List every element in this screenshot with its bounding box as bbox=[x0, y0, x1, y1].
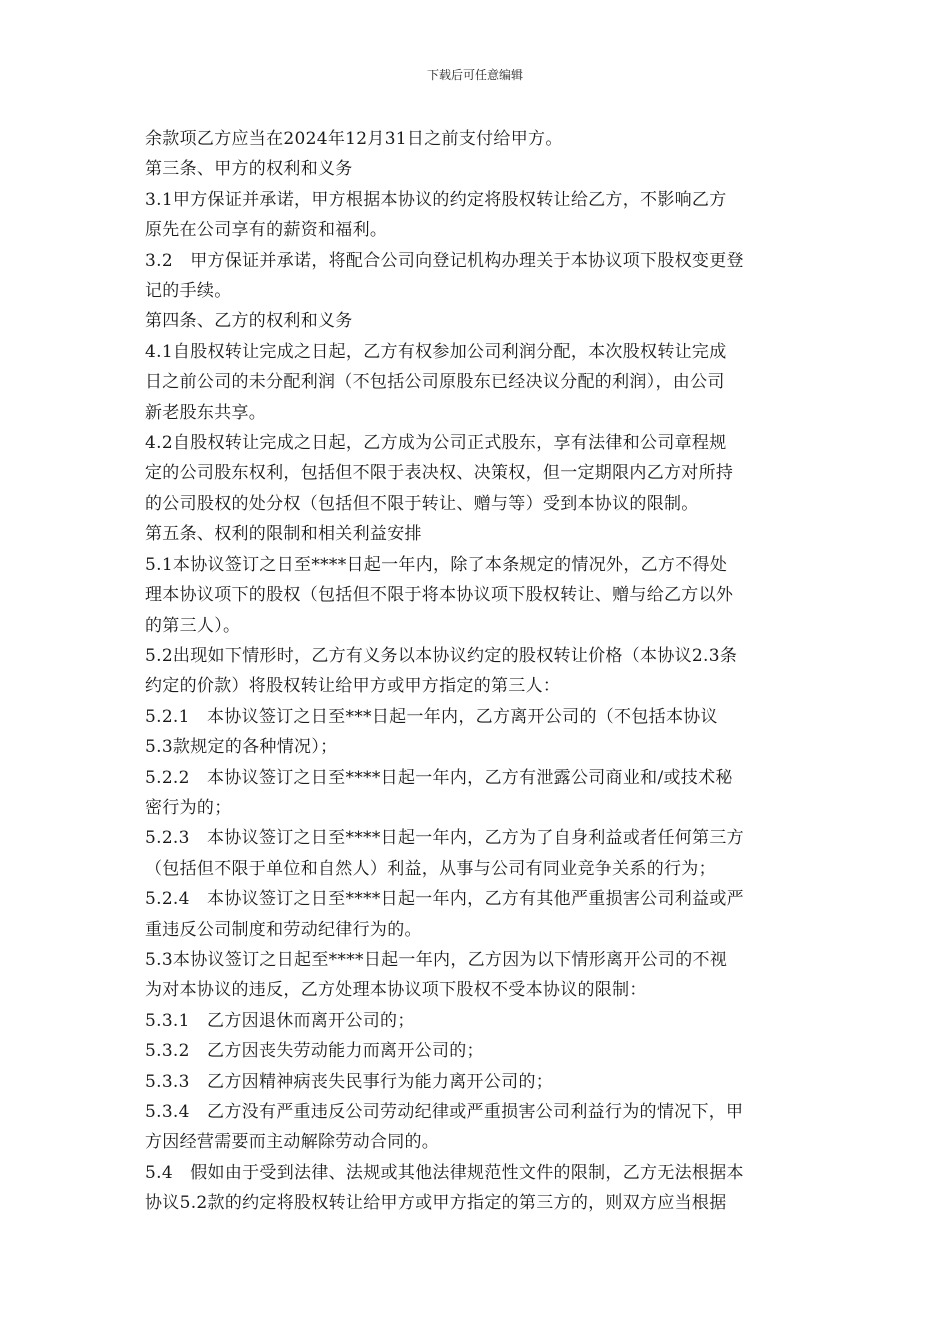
text-line: 理本协议项下的股权（包括但不限于将本协议项下股权转让、赠与给乙方以外 bbox=[145, 585, 734, 606]
text-line: 的第三人）。 bbox=[145, 615, 241, 636]
text-line: 5.2出现如下情形时，乙方有义务以本协议约定的股权转让价格（本协议2.3条 bbox=[145, 645, 738, 666]
text-line: 余款项乙方应当在2024年12月31日之前支付给甲方。 bbox=[145, 129, 563, 149]
document-body bbox=[145, 124, 815, 1219]
text-line: 第三条、甲方的权利和义务 bbox=[145, 159, 353, 180]
text-line: 4.2自股权转让完成之日起，乙方成为公司正式股东，享有法律和公司章程规 bbox=[145, 433, 727, 454]
page-header: 下载后可任意编辑 bbox=[426, 68, 523, 82]
text-line: 5.3.2 乙方因丧失劳动能力而离开公司的； bbox=[145, 1041, 484, 1062]
text-line: 重违反公司制度和劳动纪律行为的。 bbox=[145, 919, 422, 940]
text-line: 5.3.1 乙方因退休而离开公司的； bbox=[145, 1010, 415, 1031]
text-line: 日之前公司的未分配利润（不包括公司原股东已经决议分配的利润），由公司 bbox=[145, 372, 725, 393]
text-line: 5.2.2 本协议签订之日至****日起一年内，乙方有泄露公司商业和/或技术秘 bbox=[145, 767, 733, 788]
text-line: 4.1自股权转让完成之日起，乙方有权参加公司利润分配，本次股权转让完成 bbox=[145, 341, 727, 362]
text-line: 为对本协议的违反，乙方处理本协议项下股权不受本协议的限制： bbox=[145, 980, 647, 1001]
text-line: 5.3款规定的各种情况）； bbox=[145, 737, 338, 758]
text-line: 5.2.4 本协议签订之日至****日起一年内，乙方有其他严重损害公司利益或严 bbox=[145, 889, 744, 910]
text-line: 5.3.3 乙方因精神病丧失民事行为能力离开公司的； bbox=[145, 1071, 554, 1092]
text-line: 密行为的； bbox=[145, 797, 232, 818]
text-line: 3.2 甲方保证并承诺，将配合公司向登记机构办理关于本协议项下股权变更登 bbox=[145, 250, 744, 271]
text-line: 3.1甲方保证并承诺，甲方根据本协议的约定将股权转让给乙方，不影响乙方 bbox=[145, 189, 727, 210]
text-line: 5.1本协议签订之日至****日起一年内，除了本条规定的情况外，乙方不得处 bbox=[145, 554, 728, 575]
text-line: 原先在公司享有的薪资和福利。 bbox=[145, 220, 388, 241]
text-line: （包括但不限于单位和自然人）利益，从事与公司有同业竞争关系的行为； bbox=[145, 858, 716, 879]
text-line: 的公司股权的处分权（包括但不限于转让、赠与等）受到本协议的限制。 bbox=[145, 493, 699, 514]
text-line: 5.2.1 本协议签订之日至***日起一年内，乙方离开公司的（不包括本协议 bbox=[145, 706, 718, 727]
text-line: 5.4 假如由于受到法律、法规或其他法律规范性文件的限制，乙方无法根据本 bbox=[145, 1162, 744, 1183]
text-line: 5.2.3 本协议签订之日至****日起一年内，乙方为了自身利益或者任何第三方 bbox=[145, 828, 744, 849]
text-line: 约定的价款）将股权转让给甲方或甲方指定的第三人： bbox=[145, 676, 561, 697]
text-line: 记的手续。 bbox=[145, 281, 232, 302]
text-line: 第四条、乙方的权利和义务 bbox=[145, 311, 353, 332]
text-line: 第五条、权利的限制和相关利益安排 bbox=[145, 524, 422, 545]
text-line: 5.3本协议签订之日起至****日起一年内，乙方因为以下情形离开公司的不视 bbox=[145, 949, 728, 970]
text-line: 方因经营需要而主动解除劳动合同的。 bbox=[145, 1132, 440, 1153]
text-line: 协议5.2款的约定将股权转让给甲方或甲方指定的第三方的，则双方应当根据 bbox=[145, 1193, 727, 1214]
text-line: 5.3.4 乙方没有严重违反公司劳动纪律或严重损害公司利益行为的情况下，甲 bbox=[145, 1102, 744, 1122]
text-line: 定的公司股东权利，包括但不限于表决权、决策权，但一定期限内乙方对所持 bbox=[145, 463, 734, 484]
text-line: 新老股东共享。 bbox=[145, 402, 267, 423]
